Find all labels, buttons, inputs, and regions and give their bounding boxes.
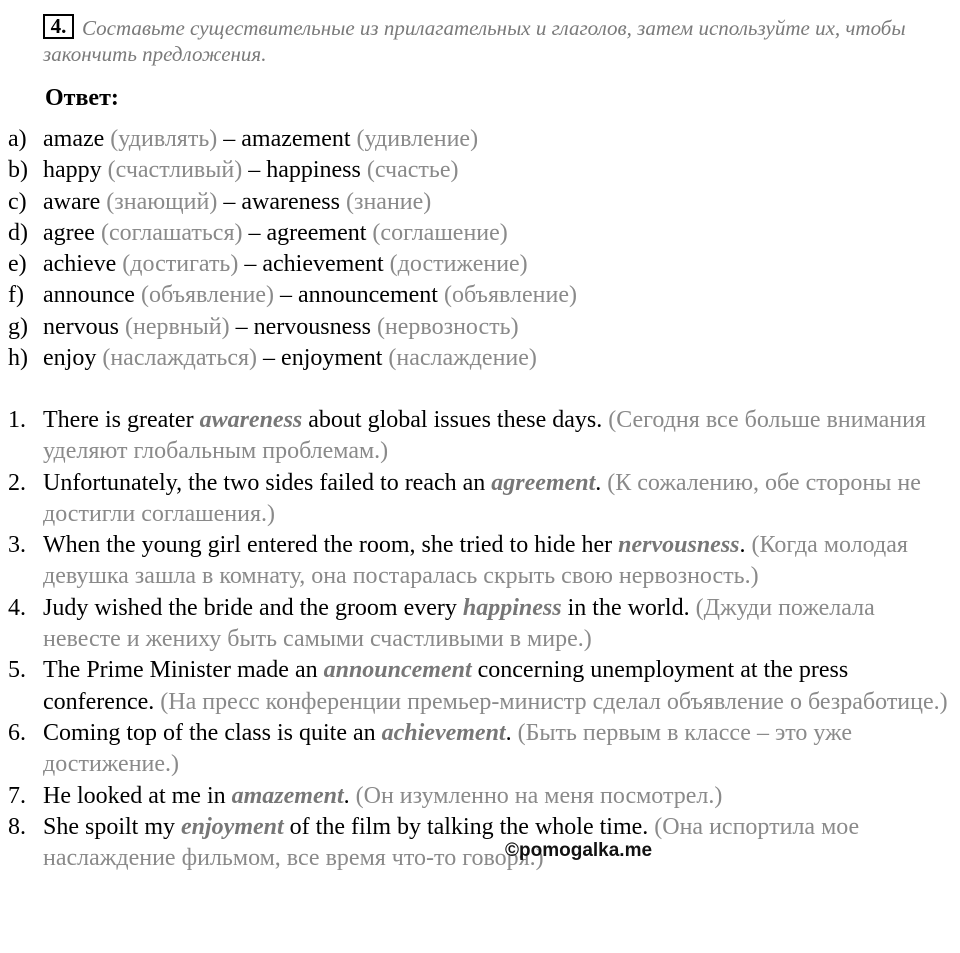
sentence-number: 1.: [8, 407, 26, 433]
dash: –: [263, 345, 276, 372]
task-number-box: 4.: [43, 14, 74, 39]
sentence-number: 4.: [8, 594, 26, 621]
task-instruction: Составьте существительные из прилагательных и глаголов, затем используйте их, чтобы закончить предложения.: [43, 16, 906, 66]
watermark: ©pomogalka.me: [505, 840, 653, 861]
sentence-number: 7.: [8, 782, 26, 809]
base-word: amaze: [43, 126, 105, 152]
word-row: [8, 187, 948, 218]
sentence-item: [8, 468, 952, 531]
sentence-item: [8, 781, 952, 812]
noun-word: enjoyment: [281, 345, 383, 372]
word-row: [8, 249, 948, 280]
answer-word: happiness: [462, 594, 562, 621]
word-marker: d): [8, 219, 28, 246]
base-translation: (нервный): [124, 313, 230, 340]
sentence-translation: (Быть первым в классе – это уже достижение.): [43, 719, 853, 778]
sentence-item: [8, 593, 952, 656]
word-marker: f): [8, 282, 24, 309]
sentence-item: [8, 718, 952, 781]
answer-word: awareness: [199, 407, 303, 433]
word-row: [8, 124, 948, 155]
base-translation: (достигать): [122, 251, 239, 278]
noun-translation: (нервозность): [376, 313, 519, 340]
word-marker: a): [8, 126, 27, 152]
sentence-text-after: .: [595, 469, 608, 496]
base-word: aware: [43, 188, 101, 215]
sentence-text-after: .: [739, 532, 752, 559]
noun-translation: (достижение): [389, 251, 528, 278]
sentence-translation: (Джуди пожелала невесте и жениху быть самыми счастливыми в мире.): [43, 594, 875, 653]
dash: –: [248, 157, 261, 184]
word-marker: e): [8, 251, 27, 278]
sentence-text-before: When the young girl entered the room, she tried to hide her: [43, 532, 619, 559]
answer-label: Ответ:: [45, 85, 119, 111]
noun-translation: (счастье): [366, 157, 459, 184]
answer-word: agreement: [491, 469, 596, 496]
base-translation: (объявление): [140, 282, 274, 309]
task-header: [43, 14, 943, 67]
dash: –: [248, 219, 261, 246]
noun-translation: (удивление): [356, 126, 479, 152]
sentence-number: 3.: [8, 532, 26, 559]
dash: –: [244, 251, 257, 278]
sentence-item: [8, 655, 952, 718]
sentence-translation: (Она испортила мое наслаждение фильмом, все время что-то говоря.): [43, 813, 860, 872]
word-row: [8, 155, 948, 186]
sentence-translation: (Сегодня все больше внимания уделяют глобальным проблемам.): [43, 407, 926, 465]
sentence-translation: (К сожалению, обе стороны не достигли соглашения.): [43, 469, 921, 527]
base-word: happy: [43, 157, 102, 184]
sentence-text-after: in the world.: [561, 594, 696, 621]
noun-word: nervousness: [253, 313, 371, 340]
base-translation: (соглашаться): [100, 219, 243, 246]
base-word: achieve: [43, 251, 117, 278]
dash: –: [223, 188, 236, 215]
answer-word: nervousness: [618, 532, 740, 559]
noun-translation: (соглашение): [372, 219, 508, 246]
base-translation: (удивлять): [110, 126, 218, 152]
sentence-translation: (Когда молодая девушка зашла в комнату, она постаралась скрыть свою нервозность.): [43, 532, 908, 590]
word-marker: b): [8, 157, 28, 184]
noun-translation: (знание): [345, 188, 432, 215]
word-row: [8, 343, 948, 374]
dash: –: [223, 126, 236, 152]
noun-word: agreement: [266, 219, 367, 246]
sentence-text-after: about global issues these days.: [302, 407, 609, 433]
sentence-translation: (Он изумленно на меня посмотрел.): [355, 782, 723, 809]
sentence-number: 2.: [8, 469, 26, 496]
noun-translation: (объявление): [443, 282, 577, 309]
sentence-text-before: Unfortunately, the two sides failed to reach an: [43, 469, 492, 496]
noun-translation: (наслаждение): [388, 345, 537, 372]
dash: –: [280, 282, 292, 309]
sentence-text-after: .: [343, 782, 356, 809]
sentence-text-before: The Prime Minister made an: [43, 657, 324, 684]
word-list: [8, 124, 948, 374]
base-word: announce: [43, 282, 135, 309]
answer-word: amazement: [231, 782, 344, 809]
base-translation: (счастливый): [107, 157, 243, 184]
sentence-text-before: There is greater: [43, 407, 200, 433]
sentence-text-before: Coming top of the class is quite an: [43, 719, 382, 746]
word-marker: g): [8, 313, 28, 340]
word-row: [8, 280, 948, 311]
sentence-text-before: Judy wished the bride and the groom every: [43, 594, 463, 621]
sentence-translation: (На пресс конференции премьер-министр сделал объявление о безработице.): [160, 688, 948, 715]
sentence-text-after: concerning unemployment at the press conference.: [43, 657, 849, 715]
sentence-number: 8.: [8, 813, 26, 840]
base-word: nervous: [43, 313, 119, 340]
sentence-item: [8, 405, 952, 468]
sentence-text-before: He looked at me in: [43, 782, 232, 809]
sentence-number: 6.: [8, 719, 26, 746]
word-marker: h): [8, 345, 28, 372]
answer-word: enjoyment: [181, 813, 284, 840]
sentence-text-after: of the film by talking the whole time.: [283, 813, 655, 840]
sentence-list: [8, 405, 952, 874]
word-row: [8, 312, 948, 343]
base-word: enjoy: [43, 345, 97, 372]
noun-word: achievement: [262, 251, 384, 278]
word-row: [8, 218, 948, 249]
sentence-text-after: .: [505, 719, 518, 746]
noun-word: happiness: [266, 157, 361, 184]
sentence-number: 5.: [8, 657, 26, 684]
answer-word: achievement: [381, 719, 506, 746]
sentence-item: [8, 530, 952, 593]
noun-word: awareness: [241, 188, 340, 215]
base-translation: (наслаждаться): [102, 345, 258, 372]
base-word: agree: [43, 219, 95, 246]
word-marker: c): [8, 188, 27, 215]
dash: –: [235, 313, 248, 340]
answer-word: announcement: [323, 657, 472, 684]
base-translation: (знающий): [106, 188, 218, 215]
sentence-text-before: She spoilt my: [43, 813, 182, 840]
noun-word: announcement: [298, 282, 438, 309]
sentence-item: [8, 812, 952, 875]
noun-word: amazement: [241, 126, 351, 152]
